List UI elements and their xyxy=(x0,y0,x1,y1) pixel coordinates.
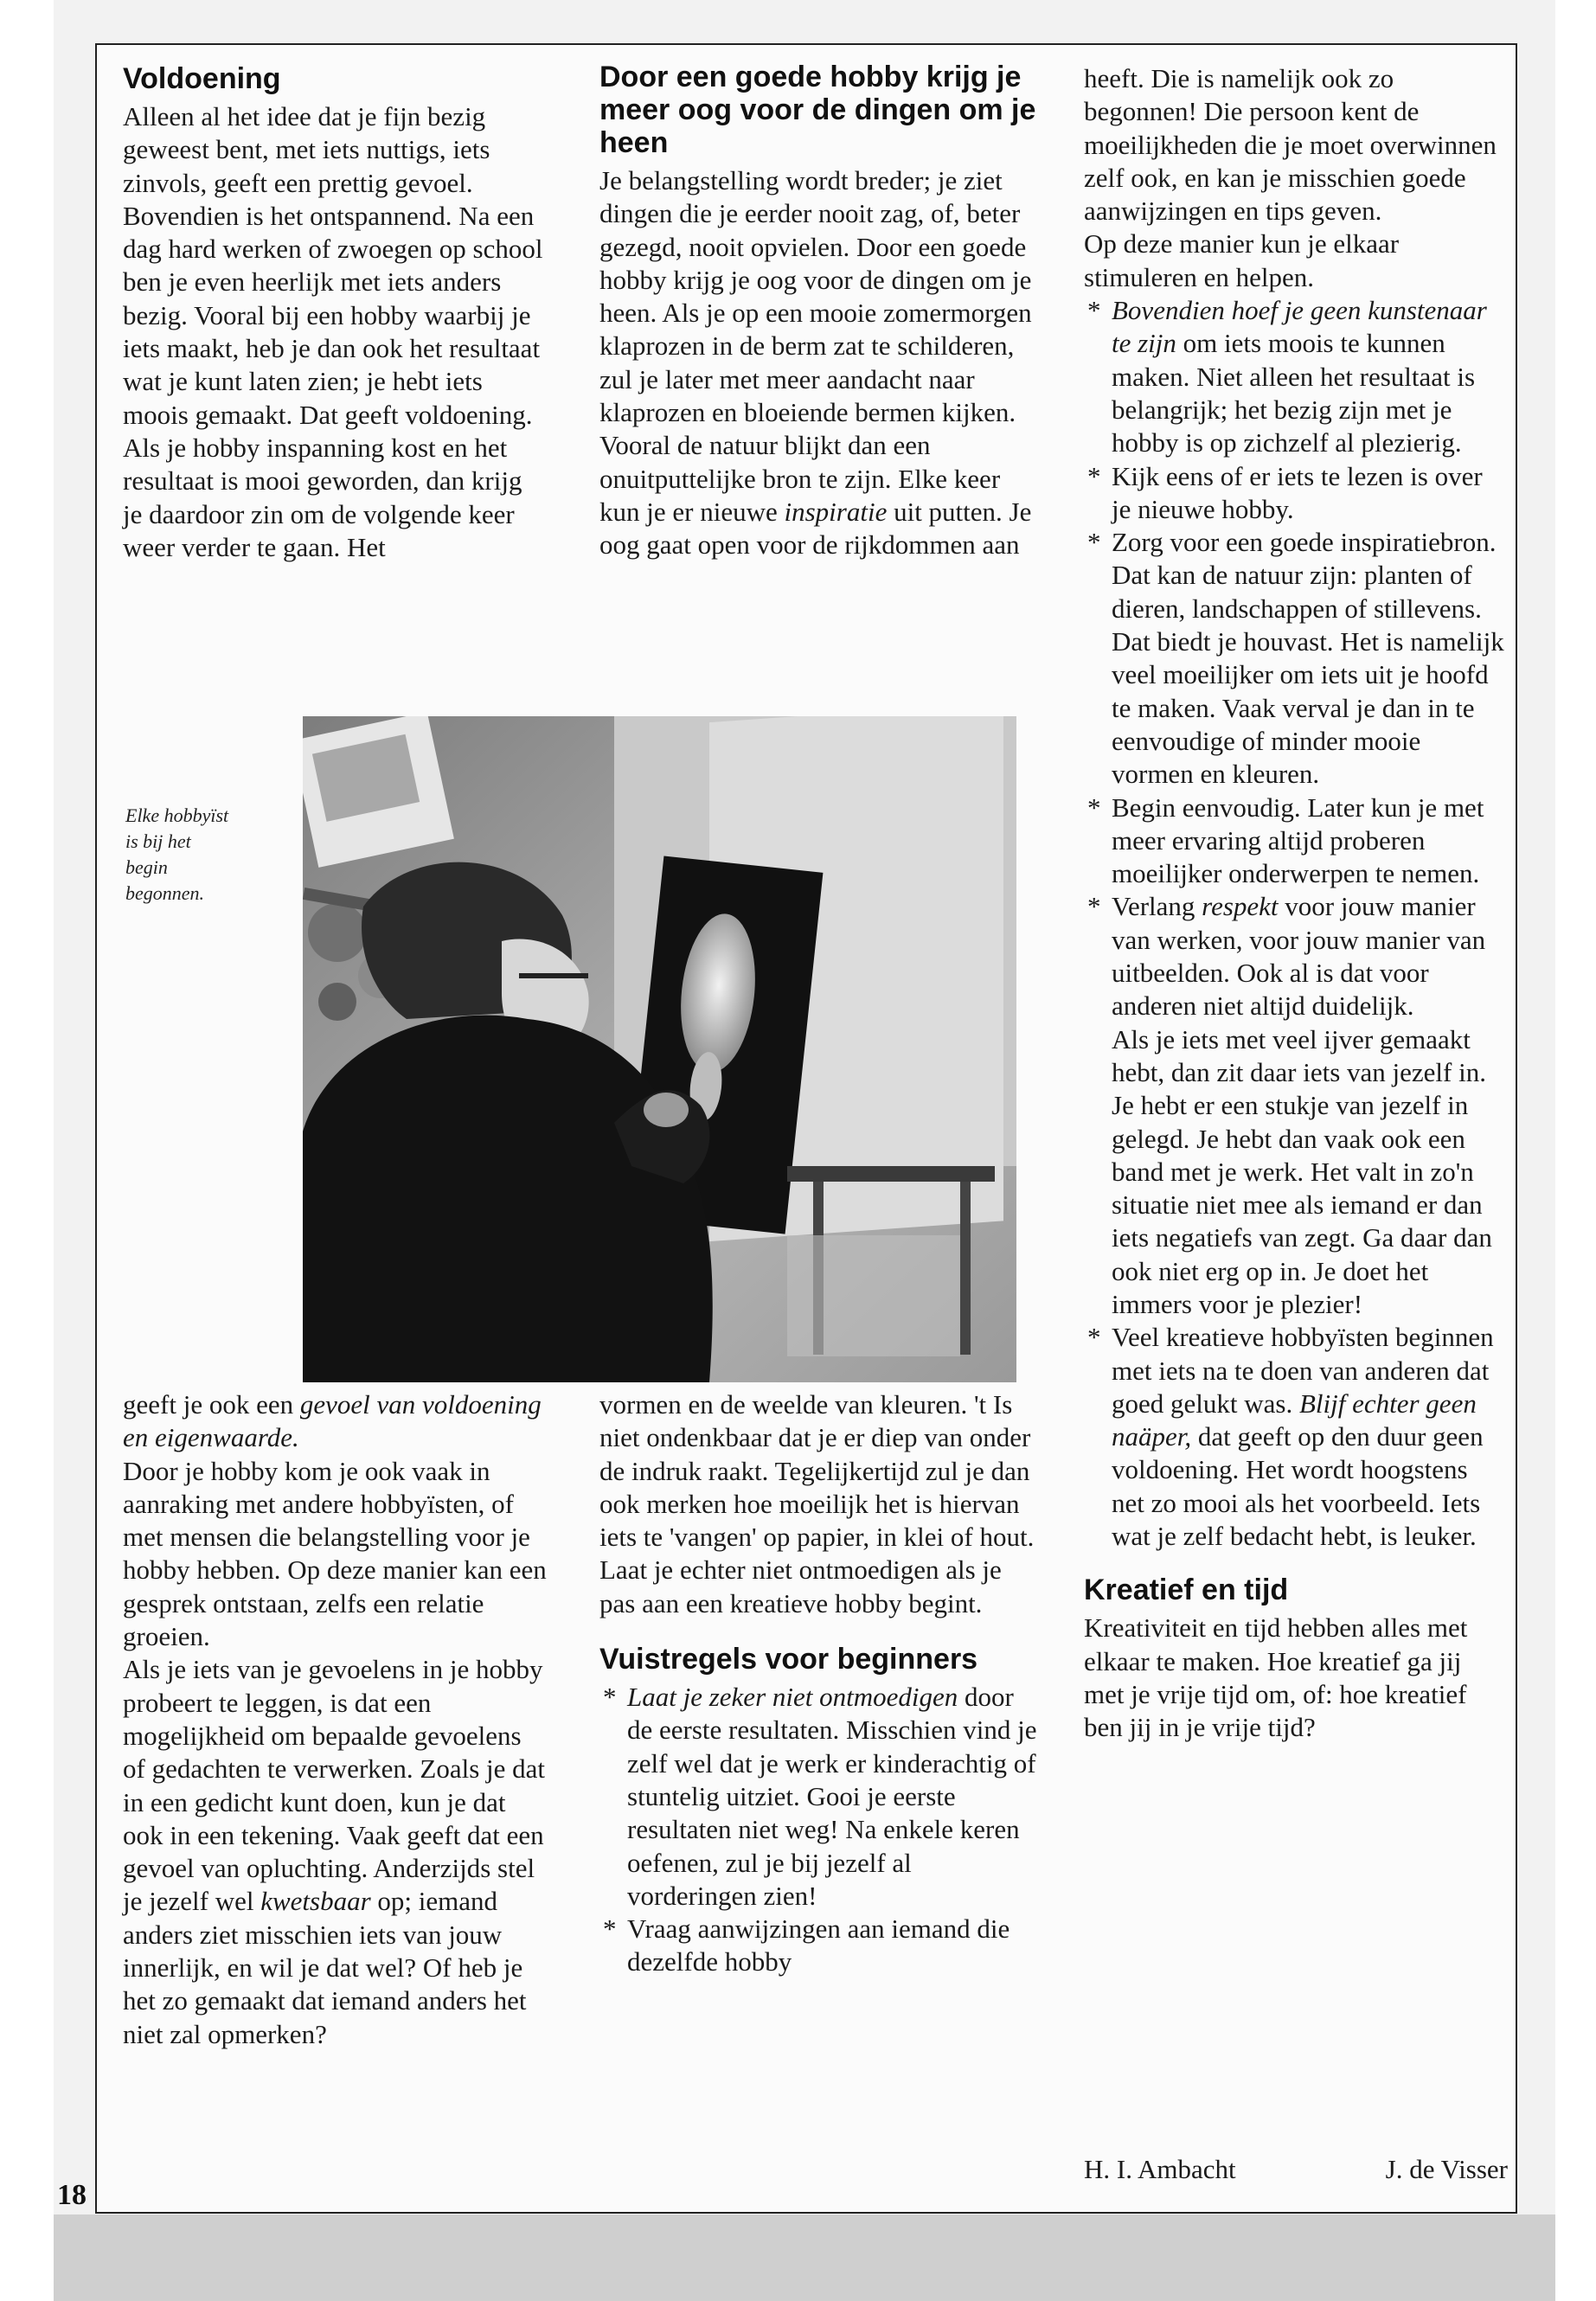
list-item: * Vraag aanwijzingen aan iemand die dezelfde hobby xyxy=(599,1913,1041,1979)
column-3 xyxy=(1084,62,1506,1745)
author-name: H. I. Ambacht xyxy=(1084,2154,1236,2184)
paragraph: Op deze manier kun je elkaar stimuleren en helpen. xyxy=(1084,228,1400,292)
paragraph: vormen en de weelde van kleuren. 't Is niet ondenkbaar dat je er diep van onder de indruk raakt. Tegelijkertijd zul je dan ook merken hoe moeilijk het is hiervan iets te 'vangen' op papier, in klei of hout. xyxy=(599,1389,1035,1553)
paragraph xyxy=(123,1388,547,1455)
paragraph: Laat je echter niet ontmoedigen als je pas aan een kreatieve hobby begint. xyxy=(599,1554,1002,1618)
photo-man-painting xyxy=(303,716,1016,1382)
list-item xyxy=(1084,294,1506,459)
italic-text: Laat je zeker niet ontmoedigen xyxy=(627,1682,958,1713)
italic-text: Blijf echter geen naäper, xyxy=(1112,1388,1477,1452)
paragraph: Door je hobby kom je ook vaak in aanraking met andere hobbyïsten, of met mensen die belangstelling voor je hobby hebben. Op deze manier kan een gesprek ontstaan, zelfs een relatie groeien. xyxy=(123,1455,547,1652)
scan-left-margin xyxy=(0,0,54,2301)
scan-right-margin xyxy=(1555,0,1596,2301)
text-run: uit putten. Je oog gaat open voor de rijkdommen aan xyxy=(599,496,1032,561)
text-run: dat geeft op den duur geen voldoening. Het wordt hoogstens net zo mooi als het voorbeeld. Iets wat je zelf bedacht hebt, is leuker. xyxy=(1112,1421,1484,1552)
paragraph xyxy=(599,429,1041,561)
photo-caption: Elke hobbyïst is bij het begin begonnen. xyxy=(125,804,229,904)
text-run: Als je iets met veel ijver gemaakt hebt, dan zit daar iets van jezelf in. Je hebt er een stukje van jezelf in gelegd. Je hebt dan vaak ook een band met je werk. Het valt in zo'n situatie niet mee als iemand er dan iets negatiefs van zegt. Ga daar dan ook niet erg op in. Je doet het immers voor je plezier! xyxy=(1112,1023,1492,1319)
italic-text: kwetsbaar xyxy=(260,1886,371,1917)
paragraph: Als je hobby inspanning kost en het resultaat is mooi geworden, dan krijg je daardoor zin om de volgende keer weer verder te gaan. Het xyxy=(123,432,522,562)
column-2-bottom xyxy=(599,1388,1041,1979)
paragraph: Bovendien is het ontspannend. Na een dag hard werken of zwoegen op school ben je even heerlijk met iets anders bezig. Vooral bij een hobby waarbij je iets maakt, heb je dan ook het resultaat wat je kunt laten zien; je hebt iets moois gemaakt. Dat geeft voldoening. xyxy=(123,200,543,430)
text-run: Als je iets van je gevoelens in je hobby probeert te leggen, is dat een mogelijkheid om bepaalde gevoelens of gedachten te verwerken. Zoals je dat in een gedicht kunt doen, kun je dat ook in een tekening. Vaak geeft dat een gevoel van opluchting. Anderzijds stel je jezelf wel xyxy=(123,1654,546,1917)
paragraph: Kreativiteit en tijd hebben alles met elkaar te maken. Hoe kreatief ga jij met je vrije tijd om, of: hoe kreatief ben jij in je vrije tijd? xyxy=(1084,1612,1468,1743)
heading-vuistregels: Vuistregels voor beginners xyxy=(599,1643,978,1676)
heading-goede-hobby: Door een goede hobby krijg je meer oog voor de dingen om je heen xyxy=(599,61,1036,159)
list-item: * Zorg voor een goede inspiratiebron. Dat kan de natuur zijn: planten of dieren, landschappen of stillevens. Dat biedt je houvast. Het is namelijk veel moeilijker om iets uit je hoofd te maken. Vaak verval je dan in te eenvoudige of minder mooie vormen en kleuren. xyxy=(1084,526,1506,791)
text-run: op; iemand anders ziet misschien iets van jouw innerlijk, en wil je dat wel? Of heb je het zo gemaakt dat iemand anders het niet zal opmerken? xyxy=(123,1886,527,2049)
text-run: geeft je ook een xyxy=(123,1389,300,1420)
scan-bottom-shadow xyxy=(54,2214,1555,2301)
text-run: Vooral de natuur blijkt dan een onuitputtelijke bron te zijn. Elke keer kun je er nieuwe xyxy=(599,430,1001,527)
italic-text: inspiratie xyxy=(784,496,888,527)
text-run: om iets moois te kunnen maken. Niet alleen het resultaat is belangrijk; het bezig zijn met je hobby is op zichzelf al plezierig. xyxy=(1112,328,1476,458)
text-run: Verlang xyxy=(1112,891,1202,922)
list-item xyxy=(1084,890,1506,1321)
list-item: * Kijk eens of er iets te lezen is over je nieuwe hobby. xyxy=(1084,460,1506,527)
author-line xyxy=(1084,2152,1508,2187)
paragraph: Je belangstelling wordt breder; je ziet dingen die je eerder nooit zag, of, beter gezegd, nooit opvielen. Door een goede hobby krijg je oog voor de dingen om je heen. Als je op een mooie zomermorgen klaprozen in de berm zat te schilderen, zul je later met meer aandacht naar klaprozen en bloeiende bermen kijken. xyxy=(599,165,1032,428)
paragraph: heeft. Die is namelijk ook zo begonnen! Die persoon kent de moeilijkheden die je moet overwinnen zelf ook, en kan je misschien goede aanwijzingen en tips geven. xyxy=(1084,63,1497,227)
author-name: J. de Visser xyxy=(1385,2154,1508,2184)
paragraph xyxy=(123,1653,547,2051)
text-run: door de eerste resultaten. Misschien vind je zelf wel dat je werk er kinderachtig of stuntelig uitziet. Gooi je eerste resultaten niet weg! Na enkele keren oefenen, zul je bij jezelf al vorderingen zien! xyxy=(627,1682,1037,1911)
italic-text: Bovendien hoef je geen kunstenaar te zijn xyxy=(1112,295,1487,359)
column-2-top xyxy=(599,61,1041,562)
rules-list xyxy=(599,1681,1041,1979)
list-item xyxy=(1084,1321,1506,1553)
rules-list-continued xyxy=(1084,294,1506,1553)
italic-text: respekt xyxy=(1202,891,1279,922)
page-number: 18 xyxy=(57,2179,87,2211)
column-1-top xyxy=(123,62,547,564)
heading-voldoening: Voldoening xyxy=(123,62,281,95)
list-item: * Begin eenvoudig. Later kun je met meer ervaring altijd proberen moeilijker onderwerpen te nemen. xyxy=(1084,792,1506,891)
list-item xyxy=(599,1681,1041,1913)
paragraph: Alleen al het idee dat je fijn bezig geweest bent, met iets nuttigs, iets zinvols, geeft een prettig gevoel. xyxy=(123,101,490,198)
text-run: Veel kreatieve hobbyïsten beginnen met iets na te doen van anderen dat goed gelukt was. xyxy=(1112,1322,1494,1419)
text-run: voor jouw manier van werken, voor jouw manier van uitbeelden. Ook al is dat voor anderen niet altijd duidelijk. xyxy=(1112,891,1486,1022)
italic-text: gevoel van voldoening en eigenwaarde. xyxy=(123,1389,542,1453)
heading-kreatief-en-tijd: Kreatief en tijd xyxy=(1084,1574,1289,1607)
photo-illustration xyxy=(303,716,1016,1382)
column-1-bottom xyxy=(123,1388,547,2051)
